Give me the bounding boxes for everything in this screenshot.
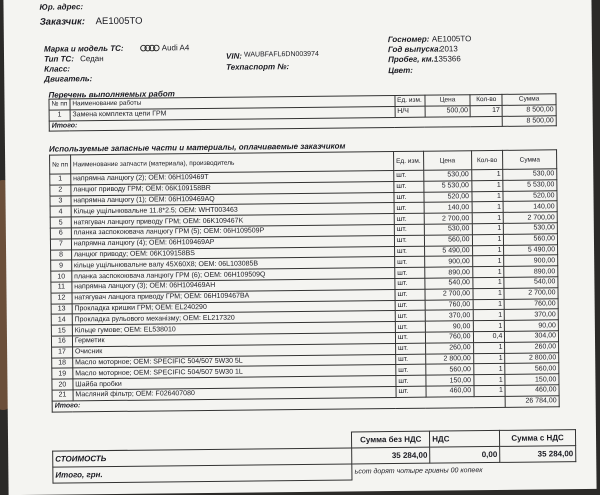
cell-unit: шт.	[396, 354, 426, 365]
engine-label: Двигатель:	[44, 74, 93, 84]
cell-qty: 1	[471, 169, 503, 180]
cell-name: кільце ущільнювальне валу 45X60X8; OEM: 06L103085B	[71, 257, 394, 271]
cell-no: 16	[51, 336, 72, 347]
cell-qty: 1	[472, 234, 504, 245]
year-value: 2013	[439, 44, 458, 54]
cell-qty: 1	[473, 342, 505, 353]
cell-unit: шт.	[394, 170, 424, 181]
cell-name: напрямна ланцюгу (4); OEM: 06H109469AP	[71, 235, 394, 249]
cell-name: Масляний фільтр; OEM: F026407080	[73, 386, 396, 400]
cell-price: 2 700,00	[424, 213, 472, 224]
color-label: Цвет:	[388, 65, 413, 76]
cell-price: 530,00	[424, 170, 472, 181]
parts-total-value: 26 784,00	[505, 396, 559, 407]
cell-unit: шт.	[394, 235, 424, 246]
passport-label: Техпаспорт №:	[226, 62, 290, 72]
cell-sum: 460,00	[505, 385, 559, 396]
cell-price: 370,00	[425, 310, 473, 321]
cell-unit: шт.	[394, 224, 424, 235]
cell-name: Герметик	[72, 332, 395, 346]
plate-value: AE1005TO	[431, 34, 472, 44]
cell-unit: шт.	[395, 278, 425, 289]
cell-price: 520,00	[424, 191, 472, 202]
body-type-value: Седан	[80, 54, 104, 64]
cell-price: 2 700,00	[425, 288, 473, 299]
cell-no: 2	[50, 185, 71, 196]
cell-price: 540,00	[425, 278, 473, 289]
cell-no: 13	[51, 303, 72, 314]
customer-value: AE1005TO	[95, 15, 143, 28]
cell-no: 18	[52, 357, 73, 368]
cell-no: 4	[50, 206, 71, 217]
parts-col-sum: Сумма	[503, 150, 557, 170]
mileage-label: Пробег, км.:	[388, 54, 437, 65]
summary-value-with-vat: 35 284,00	[500, 446, 576, 463]
cell-qty: 1	[472, 267, 504, 278]
cell-name: ланцюг приводу; OEM: 06K109158BS	[71, 246, 394, 260]
works-table	[48, 93, 556, 132]
cell-no: 8	[51, 249, 72, 260]
cell-unit: шт.	[395, 267, 425, 278]
cell-qty: 1	[473, 353, 505, 364]
model-value: Audi A4	[161, 43, 190, 53]
summary-amount-words: ьсот дорят чотыре гривны 00 копеек	[354, 467, 483, 476]
cell-price: 5 490,00	[424, 245, 472, 256]
cell-qty: 1	[473, 299, 505, 310]
cell-qty: 1	[471, 180, 503, 191]
cell-price: 5 530,00	[424, 180, 472, 191]
works-total-label: Итого:	[49, 116, 502, 132]
cell-name: планка заспокоювача ланцюгу ГРМ (5); OEM: 06H109509P	[71, 224, 394, 238]
cell-qty: 1	[474, 385, 506, 396]
works-total-value: 8 500,00	[502, 115, 556, 126]
parts-table	[49, 149, 560, 412]
plate-label: Госномер:	[387, 34, 430, 45]
cell-unit: шт.	[395, 332, 425, 343]
cell-sum: 5 530,00	[503, 180, 557, 191]
works-section-title: Перечень выполняемых работ	[48, 89, 175, 100]
cell-no: 17	[52, 347, 73, 358]
cell-sum: 2 800,00	[505, 352, 559, 363]
summary-total-label: Итого, грн.	[53, 464, 352, 483]
vin-label: VIN:	[225, 51, 243, 61]
vin-value: WAUBFAFL6DN003974	[243, 50, 319, 59]
cell-qty: 1	[472, 202, 504, 213]
cell-no: 15	[51, 325, 72, 336]
cell-name: планка заспокоювача ланцюгу ГРМ (6); OEM: 06H109509Q	[72, 268, 395, 282]
parts-col-unit: Ед. изм.	[393, 151, 423, 170]
cell-unit: шт.	[396, 386, 426, 397]
cell-sum: 560,00	[505, 363, 559, 374]
cell-no: 11	[51, 282, 72, 293]
cell-no: 9	[51, 260, 72, 271]
cell-no: 6	[50, 228, 71, 239]
cell-unit: шт.	[394, 181, 424, 192]
cell-qty: 1	[473, 321, 505, 332]
cell-qty: 0,4	[473, 331, 505, 342]
cell-unit: шт.	[394, 213, 424, 224]
cell-sum: 90,00	[505, 320, 559, 331]
cell-qty: 1	[473, 374, 505, 385]
cell-unit: Н/Ч	[395, 106, 425, 117]
parts-col-qty: Кол-во	[471, 150, 503, 169]
parts-body	[50, 169, 559, 401]
works-col-sum: Сумма	[502, 94, 556, 105]
cell-name: Масло моторное; OEM: SPECIFIC 504/507 5W30 5L	[73, 354, 396, 368]
cell-name: Кільце гумове; OEM: EL538010	[72, 322, 395, 336]
cell-name: Кільце ущільнювальне 11.8*2.5; OEM: WHT003463	[71, 203, 394, 217]
cell-name: ланцюг приводу ГРМ; OEM: 06K109158BR	[71, 181, 394, 195]
cell-name: Прокладка рульового механізму; OEM: EL217320	[72, 311, 395, 325]
parts-col-no: № пп	[50, 155, 71, 174]
cell-price: 2 800,00	[426, 353, 474, 364]
cell-name: Масло моторное; OEM: SPECIFIC 504/507 5W30 1L	[73, 365, 396, 379]
cell-name: Очисник	[72, 343, 395, 357]
summary-col-no-vat: Сумма без НДС	[352, 431, 430, 448]
cell-qty: 1	[472, 245, 504, 256]
cell-no: 14	[51, 314, 72, 325]
customer-label: Заказчик:	[39, 16, 86, 28]
cell-price: 890,00	[425, 267, 473, 278]
cell-sum: 8 500,00	[502, 105, 556, 116]
cell-price: 760,00	[425, 332, 473, 343]
cell-no: 3	[50, 195, 71, 206]
cell-sum: 370,00	[505, 309, 559, 320]
cell-no: 7	[50, 239, 71, 250]
cell-sum: 890,00	[504, 266, 558, 277]
cell-unit: шт.	[395, 257, 425, 268]
cell-price: 530,00	[424, 224, 472, 235]
cell-name: напрямна ланцюгу (2); OEM: 06H109469T	[71, 171, 394, 185]
cell-qty: 1	[472, 256, 504, 267]
cell-qty: 1	[472, 277, 504, 288]
cell-qty: 1	[472, 213, 504, 224]
legal-address-label: Юр. адрес:	[39, 2, 84, 12]
cell-unit: шт.	[395, 343, 425, 354]
parts-section-title: Используемые запасные части и материалы, оплачиваемые заказчиком	[48, 141, 346, 154]
cell-unit: шт.	[396, 375, 426, 386]
cell-qty: 1	[472, 223, 504, 234]
cell-price: 900,00	[425, 256, 473, 267]
cell-name: натягувач ланцюга приводу ГРМ; OEM: 06H109467BA	[72, 289, 395, 303]
cell-qty: 1	[471, 191, 503, 202]
cell-unit: шт.	[394, 246, 424, 257]
works-col-name: Наименование работы	[70, 96, 395, 110]
cell-sum: 530,00	[504, 223, 558, 234]
cell-price: 560,00	[426, 364, 474, 375]
cell-sum: 540,00	[504, 277, 558, 288]
cell-sum: 530,00	[503, 169, 557, 180]
mileage-value: 135366	[434, 54, 461, 64]
class-label: Класс:	[44, 64, 71, 74]
parts-col-name: Наименование запчасти (материала), производитель	[70, 152, 393, 174]
cell-no: 21	[52, 390, 73, 401]
parts-total-label: Итого:	[52, 396, 505, 412]
cell-sum: 520,00	[503, 190, 557, 201]
summary-col-with-vat: Сумма с НДС	[499, 430, 575, 447]
year-label: Год выпуска:	[387, 44, 442, 55]
cell-price: 140,00	[424, 202, 472, 213]
cell-sum: 2 700,00	[504, 212, 558, 223]
cell-no: 20	[52, 379, 73, 390]
works-col-price: Цена	[425, 95, 471, 106]
cell-unit: шт.	[396, 365, 426, 376]
cell-price: 500,00	[425, 106, 471, 117]
cell-unit: шт.	[395, 289, 425, 300]
cell-unit: шт.	[395, 321, 425, 332]
cell-sum: 760,00	[504, 298, 558, 309]
cell-qty: 1	[473, 310, 505, 321]
cell-unit: шт.	[395, 300, 425, 311]
cell-price: 260,00	[425, 342, 473, 353]
model-row	[140, 43, 189, 53]
cell-no: 10	[51, 271, 72, 282]
cell-name: натягувач ланцюгу приводу ГРМ; OEM: 06K109467K	[71, 214, 394, 228]
works-col-unit: Ед. изм.	[395, 95, 425, 106]
cell-no: 1	[49, 110, 70, 121]
cell-sum: 140,00	[503, 201, 557, 212]
summary-value-no-vat: 35 284,00	[352, 447, 430, 464]
cell-sum: 304,00	[505, 331, 559, 342]
cell-price: 90,00	[425, 321, 473, 332]
cell-sum: 260,00	[505, 342, 559, 353]
cell-sum: 150,00	[505, 374, 559, 385]
summary-table	[52, 429, 576, 483]
body-type-label: Тип ТС:	[44, 54, 75, 64]
works-col-no: № пп	[49, 99, 70, 110]
cell-sum: 560,00	[504, 234, 558, 245]
cell-price: 460,00	[426, 386, 474, 397]
cell-qty: 1	[473, 288, 505, 299]
cell-price: 560,00	[424, 234, 472, 245]
cell-price: 150,00	[426, 375, 474, 386]
model-label: Марка и модель ТС:	[43, 43, 124, 54]
cell-no: 1	[50, 174, 71, 185]
cell-name: Замена комплекта цепи ГРМ	[70, 106, 395, 120]
cell-name: напрямна ланцюгу (3); OEM: 06H109469AH	[72, 278, 395, 292]
cell-sum: 5 490,00	[504, 244, 558, 255]
cell-sum: 2 700,00	[504, 288, 558, 299]
cell-no: 12	[51, 293, 72, 304]
summary-value-vat: 0,00	[430, 446, 500, 463]
cell-qty: 1	[473, 364, 505, 375]
summary-col-vat: НДС	[430, 430, 500, 447]
cell-qty: 17	[470, 105, 502, 116]
cell-unit: шт.	[394, 203, 424, 214]
cell-name: Шайба пробки	[73, 376, 396, 390]
cell-price: 760,00	[425, 299, 473, 310]
cell-name: напрямна ланцюгу (1); OEM: 06H109469AQ	[71, 192, 394, 206]
cell-unit: шт.	[395, 311, 425, 322]
invoice-sheet	[3, 0, 596, 495]
summary-cost-label: СТОИМОСТЬ	[53, 448, 352, 467]
cell-unit: шт.	[394, 192, 424, 203]
audi-logo-icon	[140, 45, 160, 52]
cell-name: Прокладка кришки ГРМ; OEM: EL240290	[72, 300, 395, 314]
works-col-qty: Кол-во	[470, 94, 502, 105]
cell-no: 19	[52, 368, 73, 379]
cell-sum: 900,00	[504, 255, 558, 266]
parts-col-price: Цена	[423, 151, 471, 170]
cell-no: 5	[50, 217, 71, 228]
